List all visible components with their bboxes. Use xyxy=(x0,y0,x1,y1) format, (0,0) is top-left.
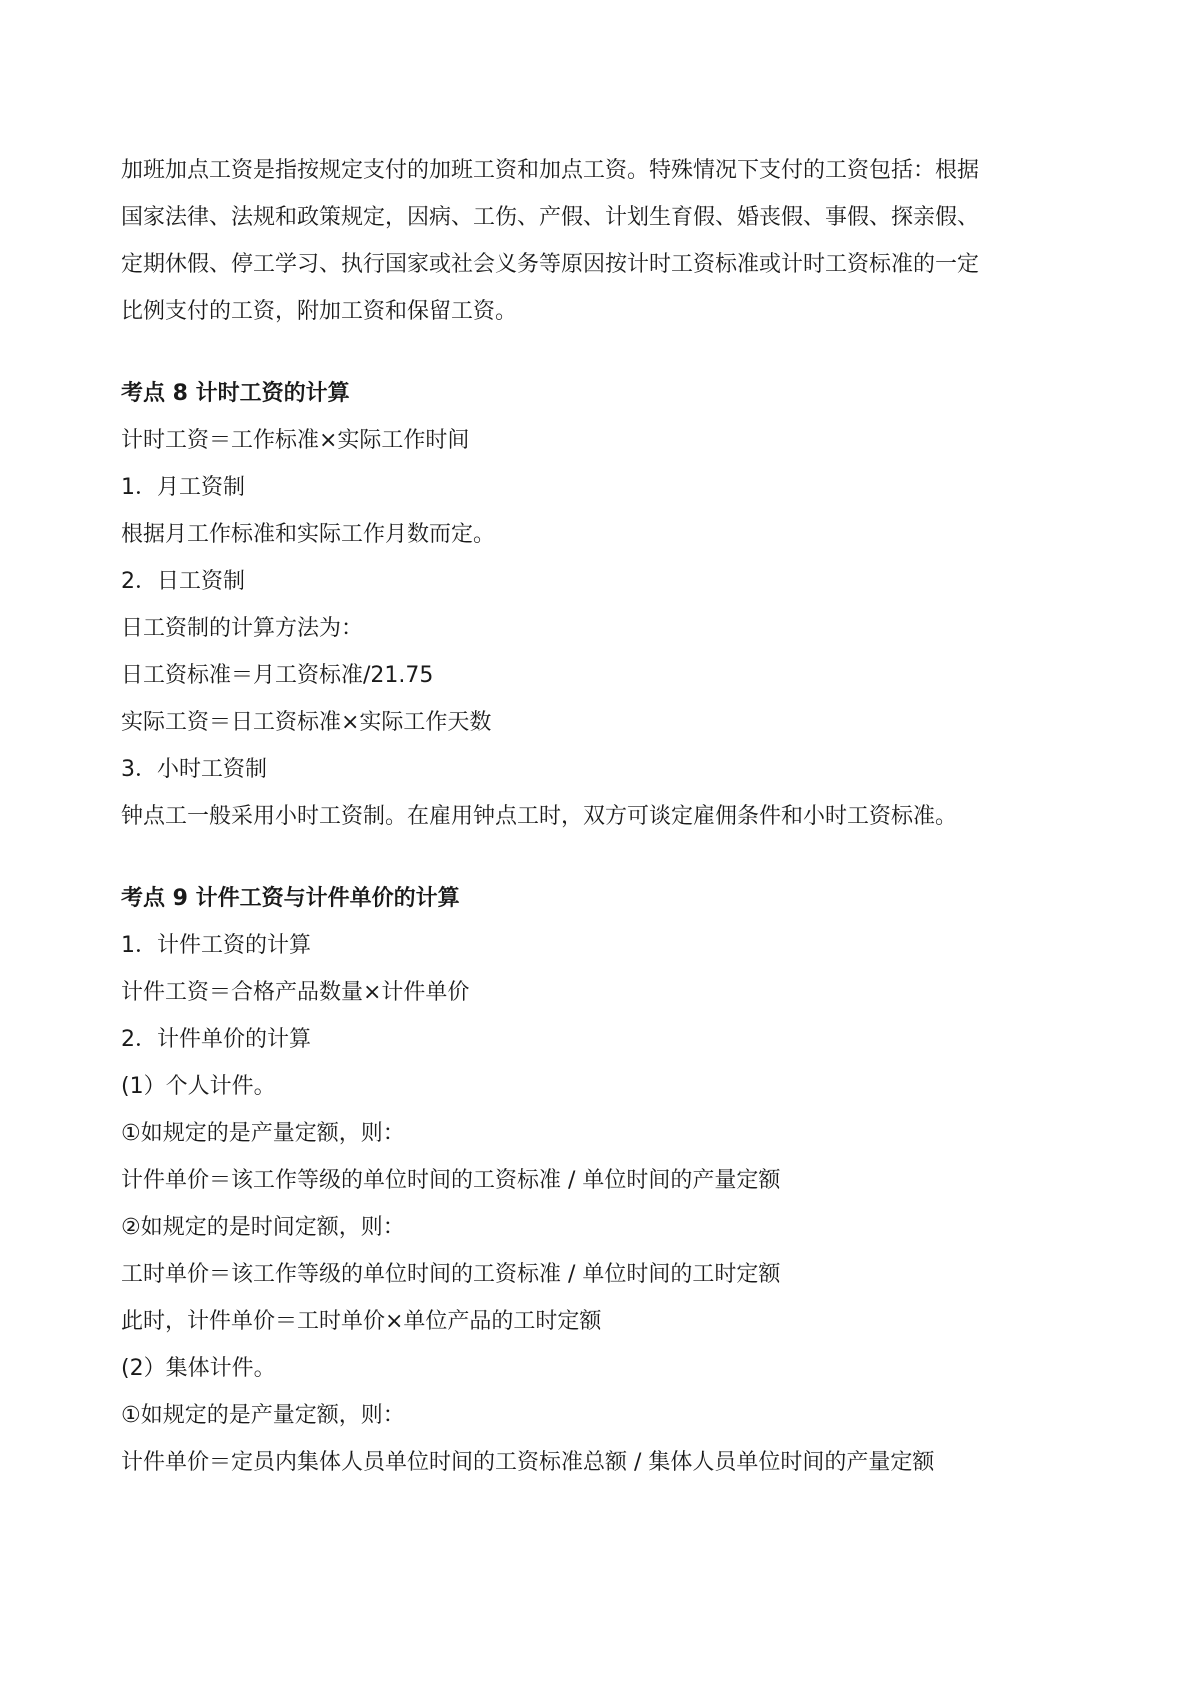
section-9 xyxy=(121,875,1081,1486)
intro-line: 比例支付的工资，附加工资和保留工资。 xyxy=(121,299,518,324)
section-8-line: 3．小时工资制 xyxy=(121,757,267,782)
section-8-line: 2．日工资制 xyxy=(121,569,245,594)
section-9-heading: 考点 9 计件工资与计件单价的计算 xyxy=(121,886,460,911)
section-9-line: (2）集体计件。 xyxy=(121,1356,276,1381)
section-8-line: 实际工资＝日工资标准×实际工作天数 xyxy=(121,710,492,735)
section-8 xyxy=(121,370,1081,840)
section-9-line: 计件单价＝定员内集体人员单位时间的工资标准总额 / 集体人员单位时间的产量定额 xyxy=(121,1450,935,1475)
section-9-line: ①如规定的是产量定额，则： xyxy=(121,1403,405,1428)
section-8-heading: 考点 8 计时工资的计算 xyxy=(121,381,350,406)
section-8-line: 日工资制的计算方法为： xyxy=(121,616,364,641)
section-8-line: 1．月工资制 xyxy=(121,475,245,500)
section-9-line: ①如规定的是产量定额，则： xyxy=(121,1121,405,1146)
section-9-line: 计件工资＝合格产品数量×计件单价 xyxy=(121,980,470,1005)
section-8-line: 钟点工一般采用小时工资制。在雇用钟点工时，双方可谈定雇佣条件和小时工资标准。 xyxy=(121,804,958,829)
intro-line: 定期休假、停工学习、执行国家或社会义务等原因按计时工资标准或计时工资标准的一定 xyxy=(121,252,980,277)
section-9-line: 计件单价＝该工作等级的单位时间的工资标准 / 单位时间的产量定额 xyxy=(121,1168,781,1193)
section-9-line: 2．计件单价的计算 xyxy=(121,1027,311,1052)
section-8-line: 根据月工作标准和实际工作月数而定。 xyxy=(121,522,496,547)
section-9-line: 工时单价＝该工作等级的单位时间的工资标准 / 单位时间的工时定额 xyxy=(121,1262,781,1287)
section-9-line: ②如规定的是时间定额，则： xyxy=(121,1215,405,1240)
document-body xyxy=(121,147,1081,1486)
section-9-line: 此时，计件单价＝工时单价×单位产品的工时定额 xyxy=(121,1309,602,1334)
section-8-line: 日工资标准＝月工资标准/21.75 xyxy=(121,663,434,688)
intro-paragraph xyxy=(121,147,1081,335)
intro-line: 国家法律、法规和政策规定，因病、工伤、产假、计划生育假、婚丧假、事假、探亲假、 xyxy=(121,205,980,230)
section-9-line: (1）个人计件。 xyxy=(121,1074,276,1099)
intro-line: 加班加点工资是指按规定支付的加班工资和加点工资。特殊情况下支付的工资包括：根据 xyxy=(121,158,980,183)
section-9-line: 1．计件工资的计算 xyxy=(121,933,311,958)
section-8-line: 计时工资＝工作标准×实际工作时间 xyxy=(121,428,470,453)
